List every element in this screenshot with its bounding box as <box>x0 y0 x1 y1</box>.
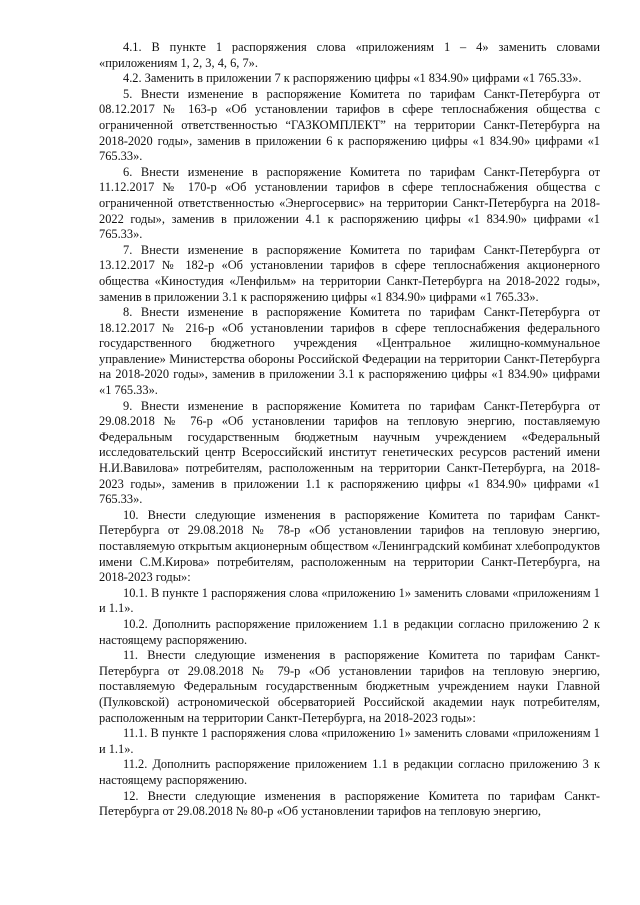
paragraph-8: 8. Внести изменение в распоряжение Комитета по тарифам Санкт-Петербурга от 18.12.2017 № 216-р «Об установлении тарифов в сфере теплоснабжения федерального государственного бюджетного учреждения «Центральное жилищно-коммунальное управление» Министерства обороны Российской Федерации на территории Санкт-Петербурга на 2018-2020 годы», заменив в приложении 3.1 к распоряжению цифры «1 834.90» цифрами «1 765.33». <box>99 305 600 398</box>
paragraph-10: 10. Внести следующие изменения в распоряжение Комитета по тарифам Санкт-Петербурга от 29.08.2018 № 78-р «Об установлении тарифов на тепловую энергию, поставляемую открытым акционерным обществом «Ленинградский комбинат хлебопродуктов имени С.М.Кирова» потребителям, расположенным на территории Санкт-Петербурга, на 2018-2023 годы»: <box>99 507 600 585</box>
paragraph-4-1: 4.1. В пункте 1 распоряжения слова «приложениям 1 – 4» заменить словами «приложениям 1, 2, 3, 4, 6, 7». <box>99 40 600 70</box>
paragraph-10-2: 10.2. Дополнить распоряжение приложением 1.1 в редакции согласно приложению 2 к настоящему распоряжению. <box>99 616 600 647</box>
paragraph-9: 9. Внести изменение в распоряжение Комитета по тарифам Санкт-Петербурга от 29.08.2018 № 76-р «Об установлении тарифов на тепловую энергию, поставляемую Федеральным государственным бюджетным научным учреждением «Федеральный исследовательский центр Всероссийский институт генетических ресурсов растений имени Н.И.Вавилова» потребителям, расположенным на территории Санкт-Петербурга, на 2018-2023 годы», заменив в приложении 1.1 к распоряжению цифры «1 834.90» цифрами «1 765.33». <box>99 398 600 507</box>
paragraph-4-2: 4.2. Заменить в приложении 7 к распоряжению цифры «1 834.90» цифрами «1 765.33». <box>123 71 582 86</box>
paragraph-11-2: 11.2. Дополнить распоряжение приложением 1.1 в редакции согласно приложению 3 к настоящему распоряжению. <box>99 757 600 787</box>
paragraph-11-1: 11.1. В пункте 1 распоряжения слова «приложению 1» заменить словами «приложениям 1 и 1.1». <box>99 726 600 756</box>
paragraph-5: 5. Внести изменение в распоряжение Комитета по тарифам Санкт-Петербурга от 08.12.2017 № 163-р «Об установлении тарифов в сфере теплоснабжения общества с ограниченной ответственностью “ГАЗКОМПЛЕКТ” на территории Санкт-Петербурга на 2018-2020 годы», заменив в приложении 6 к распоряжению цифры «1 834.90» цифрами «1 765.33». <box>99 86 600 164</box>
paragraph-12: 12. Внести следующие изменения в распоряжение Комитета по тарифам Санкт-Петербурга от 29.08.2018 № 80-р «Об установлении тарифов на тепловую энергию, <box>99 788 600 819</box>
paragraph-11: 11. Внести следующие изменения в распоряжение Комитета по тарифам Санкт-Петербурга от 29.08.2018 № 79-р «Об установлении тарифов на тепловую энергию, поставляемую Федеральным государственным бюджетным учреждением науки Главной (Пулковской) астрономической обсерваторией Российской академии наук потребителям, расположенным на территории Санкт-Петербурга, на 2018-2023 годы»: <box>99 648 600 725</box>
paragraph-6: 6. Внести изменение в распоряжение Комитета по тарифам Санкт-Петербурга от 11.12.2017 № 170-р «Об установлении тарифов в сфере теплоснабжения общества с ограниченной ответственностью «Энергосервис» на территории Санкт-Петербурга на 2018-2022 годы», заменив в приложении 4.1 к распоряжению цифры «1 834.90» цифрами «1 765.33». <box>99 164 600 242</box>
paragraph-7: 7. Внести изменение в распоряжение Комитета по тарифам Санкт-Петербурга от 13.12.2017 № 182-р «Об установлении тарифов в сфере теплоснабжения акционерного общества «Киностудия «Ленфильм» на территории Санкт-Петербурга на 2018-2022 годы», заменив в приложении 3.1 к распоряжению цифры «1 834.90» цифрами «1 765.33». <box>99 242 600 304</box>
paragraph-10-1: 10.1. В пункте 1 распоряжения слова «приложению 1» заменить словами «приложениям 1 и 1.1». <box>99 585 600 616</box>
